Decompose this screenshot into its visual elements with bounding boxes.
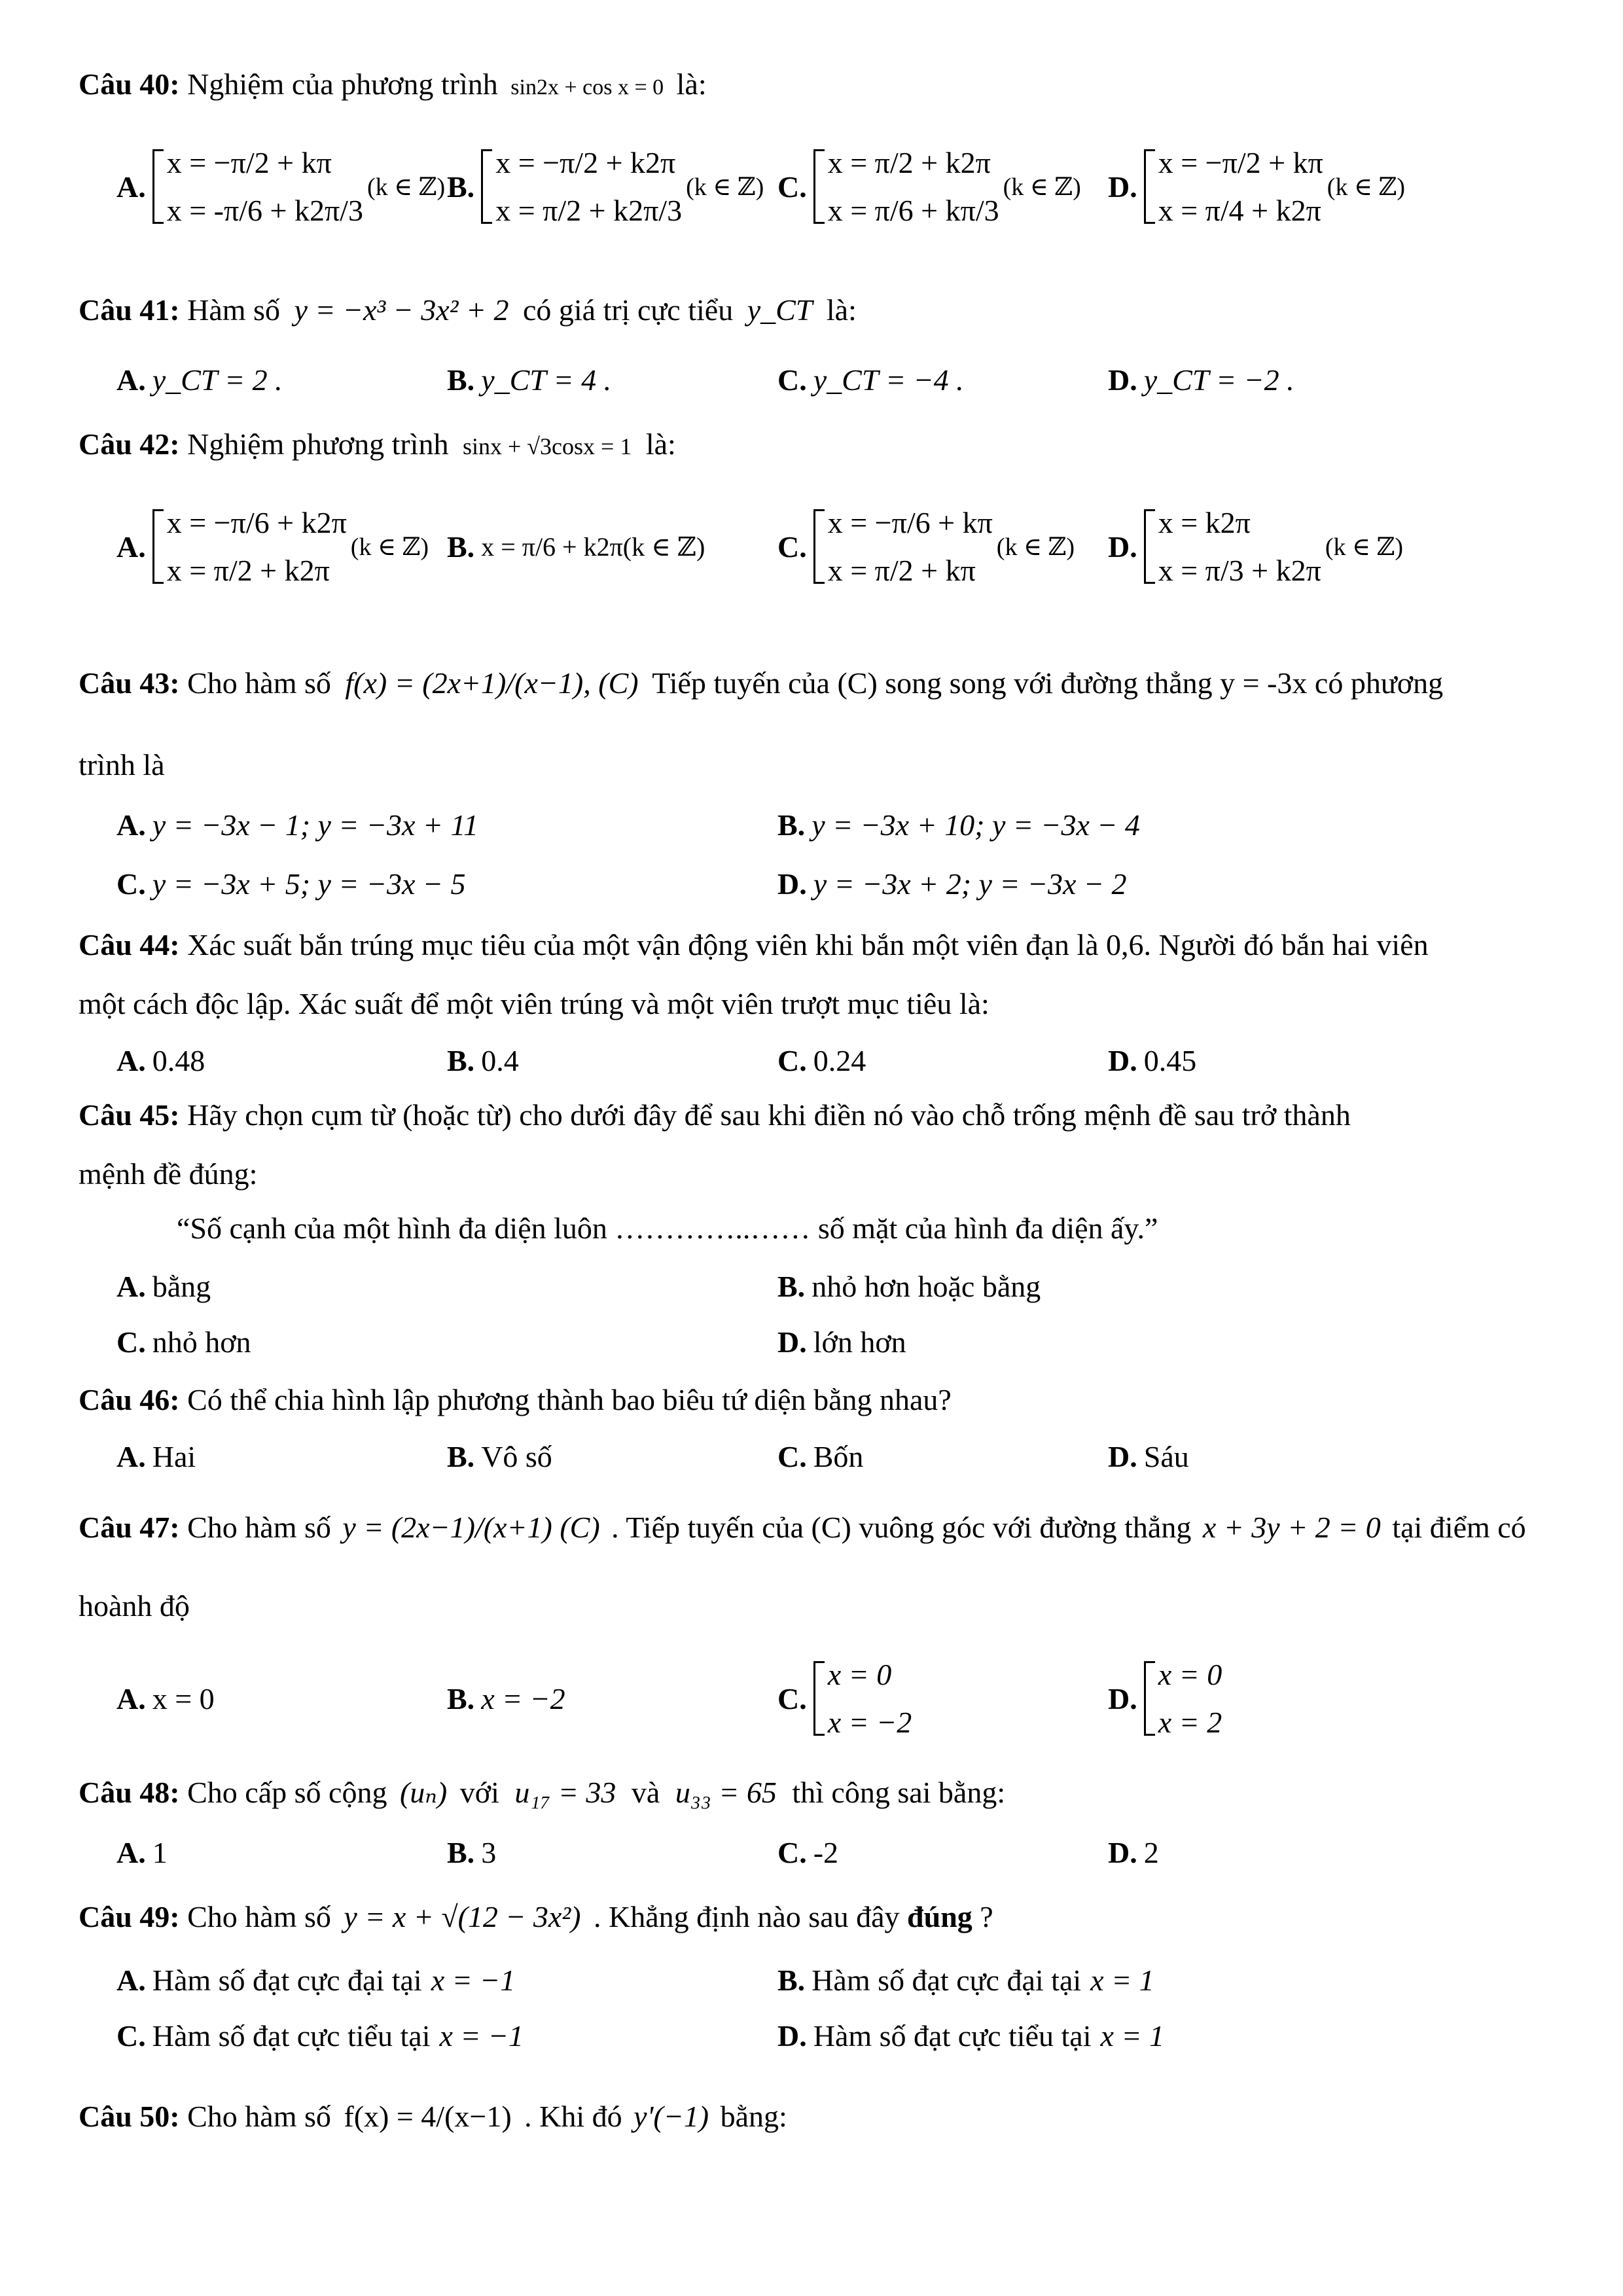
question-44: Câu 44: Xác suất bắn trúng mục tiêu của một vận động viên khi bắn một viên đạn là 0,6. Người đó bắn hai viên	[79, 928, 1429, 961]
question-43-options-row1	[116, 802, 1556, 848]
question-48: Câu 48: Cho cấp số cộng (uₙ) với u₁₇ = 33 và u₃₃ = 65 thì công sai bằng:	[79, 1776, 1006, 1809]
question-49: Câu 49: Cho hàm số y = x + √(12 − 3x²) . Khẳng định nào sau đây đúng ?	[79, 1900, 993, 1933]
question-46: Câu 46: Có thể chia hình lập phương thành bao biêu tứ diện bằng nhau?	[79, 1383, 952, 1416]
option-c[interactable]: C. x = π/2 + k2π x = π/6 + kπ/3 (k ∈ ℤ)	[777, 146, 1081, 227]
option-a[interactable]: A. x = 0	[116, 1681, 215, 1715]
option-c[interactable]: C. x = −π/6 + kπ x = π/2 + kπ (k ∈ ℤ)	[777, 506, 1075, 587]
option-c[interactable]: C. y = −3x + 5; y = −3x − 5	[116, 867, 466, 901]
question-45-line2: mệnh đề đúng:	[79, 1157, 258, 1191]
option-c[interactable]: C. Bốn	[777, 1439, 864, 1473]
option-a[interactable]: A. x = −π/2 + kπ x = -π/6 + k2π/3 (k ∈ ℤ)	[116, 146, 446, 227]
option-c[interactable]: C. x = 0 x = −2	[777, 1658, 912, 1739]
question-43-line2: trình là	[79, 748, 165, 781]
option-b[interactable]: B. x = −π/2 + k2π x = π/2 + k2π/3 (k ∈ ℤ)	[447, 146, 764, 227]
option-d[interactable]: D. y = −3x + 2; y = −3x − 2	[777, 867, 1127, 901]
question-49-options-row1	[116, 1957, 1556, 2003]
option-a[interactable]: A. 1	[116, 1835, 168, 1869]
question-42: Câu 42: Nghiệm phương trình sinx + √3cosx = 1 là:	[79, 427, 676, 461]
option-a[interactable]: A. y = −3x − 1; y = −3x + 11	[116, 808, 479, 842]
option-d[interactable]: D. x = k2π x = π/3 + k2π (k ∈ ℤ)	[1108, 506, 1404, 587]
question-44-line2: một cách độc lập. Xác suất để một viên trúng và một viên trượt mục tiêu là:	[79, 987, 990, 1020]
option-d[interactable]: D. x = −π/2 + kπ x = π/4 + k2π (k ∈ ℤ)	[1108, 146, 1405, 227]
question-45-options-row1	[116, 1263, 1556, 1309]
question-47: Câu 47: Cho hàm số y = (2x−1)/(x+1) (C) . Tiếp tuyến của (C) vuông góc với đường thẳng x + 3y + 2 = 0 tại điểm có	[79, 1511, 1526, 1544]
option-a[interactable]: A. Hàm số đạt cực đại tại x = −1	[116, 1963, 516, 1997]
question-50: Câu 50: Cho hàm số f(x) = 4/(x−1) . Khi đó y'(−1) bằng:	[79, 2100, 787, 2133]
option-d[interactable]: D. 0.45	[1108, 1043, 1197, 1077]
question-43-options-row2	[116, 861, 1556, 906]
question-42-options	[116, 494, 1556, 599]
option-b[interactable]: B. x = π/6 + k2π(k ∈ ℤ)	[447, 529, 705, 564]
option-b[interactable]: B. y = −3x + 10; y = −3x − 4	[777, 808, 1140, 842]
option-d[interactable]: D. Sáu	[1108, 1439, 1189, 1473]
option-b[interactable]: B. nhỏ hơn hoặc bằng	[777, 1269, 1041, 1303]
option-b[interactable]: B. Vô số	[447, 1439, 552, 1473]
question-47-options	[116, 1649, 1556, 1748]
option-c[interactable]: C. Hàm số đạt cực tiểu tại x = −1	[116, 2018, 524, 2053]
option-b[interactable]: B. 0.4	[447, 1043, 519, 1077]
option-b[interactable]: B. y_CT = 4 .	[447, 363, 612, 397]
option-d[interactable]: D. 2	[1108, 1835, 1159, 1869]
question-43: Câu 43: Cho hàm số f(x) = (2x+1)/(x−1), (C) Tiếp tuyến của (C) song song với đường thẳng y = -3x có phương	[79, 666, 1444, 700]
option-d[interactable]: D. y_CT = −2 .	[1108, 363, 1294, 397]
question-41-options	[116, 357, 1556, 403]
question-45-quote: “Số cạnh của một hình đa diện luôn …………..…… số mặt của hình đa diện ấy.”	[177, 1211, 1158, 1245]
question-41: Câu 41: Hàm số y = −x³ − 3x² + 2 có giá trị cực tiểu y_CT là:	[79, 293, 857, 327]
option-a[interactable]: A. Hai	[116, 1439, 196, 1473]
option-a[interactable]: A. bằng	[116, 1269, 211, 1303]
question-40-options	[116, 134, 1556, 239]
option-a[interactable]: A. 0.48	[116, 1043, 205, 1077]
question-45-options-row2	[116, 1319, 1556, 1365]
option-c[interactable]: C. nhỏ hơn	[116, 1325, 251, 1359]
question-40: Câu 40: Nghiệm của phương trình sin2x + cos x = 0 là:	[79, 67, 707, 101]
question-48-options	[116, 1829, 1556, 1875]
option-a[interactable]: A. y_CT = 2 .	[116, 363, 283, 397]
option-b[interactable]: B. 3	[447, 1835, 497, 1869]
option-d[interactable]: D. Hàm số đạt cực tiểu tại x = 1	[777, 2018, 1164, 2053]
question-45: Câu 45: Hãy chọn cụm từ (hoặc từ) cho dưới đây để sau khi điền nó vào chỗ trống mệnh đề sau trở thành	[79, 1098, 1351, 1132]
option-c[interactable]: C. y_CT = −4 .	[777, 363, 964, 397]
question-47-line2: hoành độ	[79, 1589, 190, 1623]
option-b[interactable]: B. x = −2	[447, 1681, 565, 1715]
question-46-options	[116, 1433, 1556, 1479]
option-d[interactable]: D. lớn hơn	[777, 1325, 906, 1359]
option-c[interactable]: C. -2	[777, 1835, 839, 1869]
question-49-options-row2	[116, 2013, 1556, 2058]
option-a[interactable]: A. x = −π/6 + k2π x = π/2 + k2π (k ∈ ℤ)	[116, 506, 429, 587]
question-44-options	[116, 1037, 1556, 1083]
option-d[interactable]: D. x = 0 x = 2	[1108, 1658, 1222, 1739]
option-b[interactable]: B. Hàm số đạt cực đại tại x = 1	[777, 1963, 1154, 1997]
option-c[interactable]: C. 0.24	[777, 1043, 866, 1077]
